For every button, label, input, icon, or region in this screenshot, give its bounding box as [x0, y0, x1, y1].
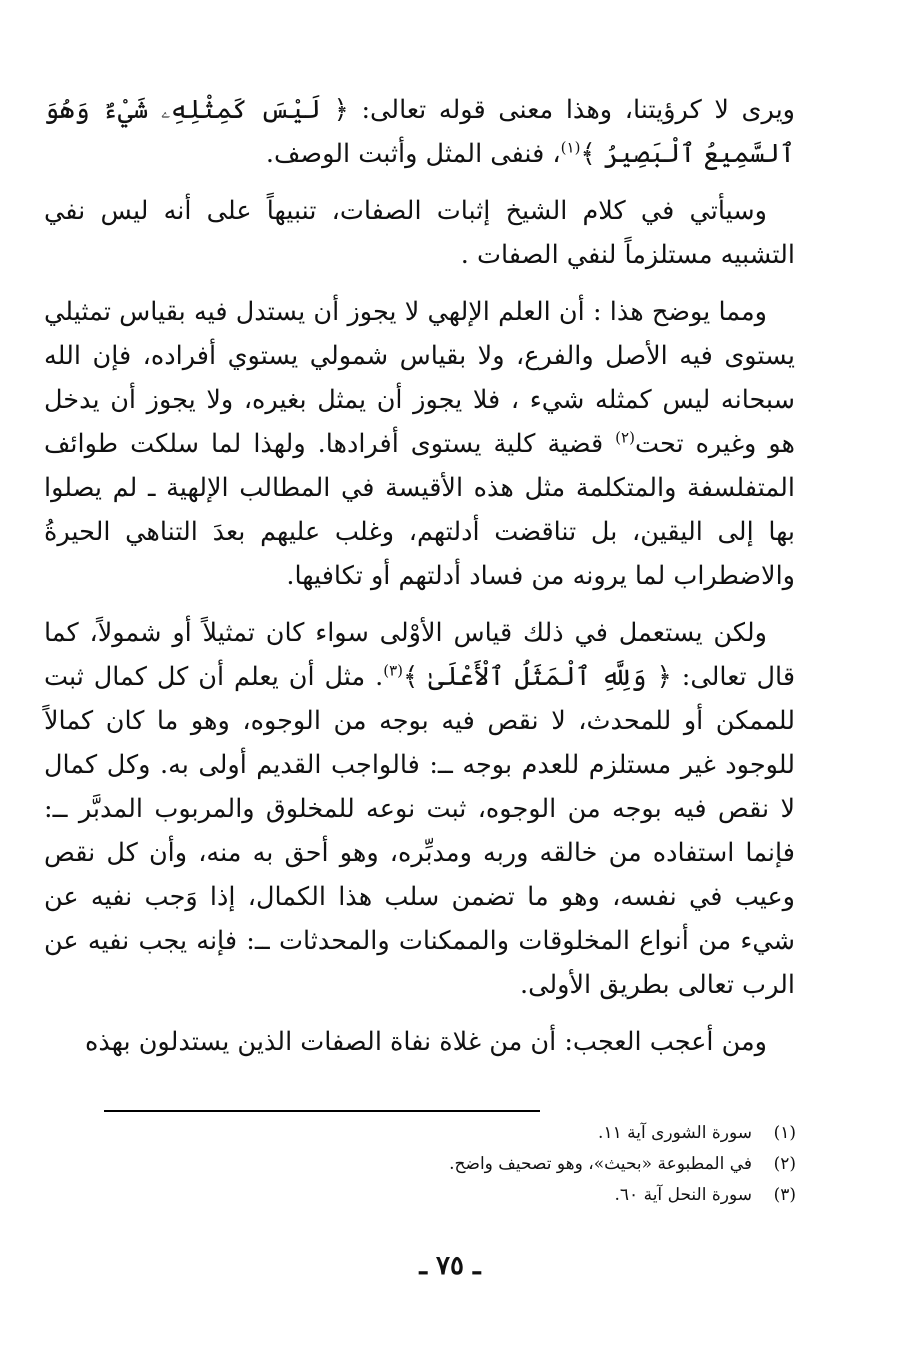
- paragraph-1-text-before: ويرى لا كرؤيتنا، وهذا معنى قوله تعالى:: [348, 95, 795, 125]
- paragraph-3: [44, 290, 795, 598]
- footnote-divider: [104, 1110, 540, 1112]
- paragraph-3-text-before: ومما يوضح هذا : أن العلم الإلهي لا يجوز أن يستدل فيه بقياس تمثيلي يستوى فيه الأصل والفرع، ولا بقياس شمولي يستوي أفراده، فإن الله سبحانه ليس كمثله شيء ، فلا يجوز أن يمثل بغيره، ولا يجوز أن يدخل هو وغيره تحت: [44, 297, 795, 459]
- quran-verse-2: ﴿ وَلِلَّهِ ٱلْمَثَلُ ٱلْأَعْلَىٰ ﴾: [402, 662, 672, 692]
- footnote-1: [96, 1118, 796, 1149]
- paragraph-4-text-before: ولكن يستعمل في ذلك قياس الأوْلى سواء كان تمثيلاً أو شمولاً، كما قال تعالى:: [44, 618, 796, 692]
- page-number: ـ ٧٥ ـ: [419, 1251, 481, 1281]
- quran-verse-1: ﴿ لَيْسَ كَمِثْلِهِۦ شَيْءٌ وَهُوَ ٱلسَّمِيعُ ٱلْبَصِيرُ ﴾: [44, 95, 795, 169]
- paragraph-4-text-after: . مثل أن يعلم أن كل كمال ثبت للممكن أو للمحدث، لا نقص فيه بوجه من الوجوه، وهو ما كان كمالاً للوجود غير مستلزم للعدم بوجه ــ: فالواجب القديم أولى به. وكل كمال لا نقص فيه بوجه من الوجوه، ثبت نوعه للمخلوق والمربوب المدبَّر ــ: فإنما استفاده من خالقه وربه ومدبِّره، وهو أحق به منه، وأن كل نقص وعيب في نفسه، وهو ما تضمن سلب هذا الكمال، إذا وَجب نفيه عن شيء من أنواع المخلوقات والممكنات والمحدثات ــ: فإنه يجب نفيه عن الرب تعالى بطريق الأولى.: [44, 662, 795, 1000]
- paragraph-2: وسيأتي في كلام الشيخ إثبات الصفات، تنبيهاً على أنه ليس نفي التشبيه مستلزماً لنفي الصفات .: [44, 196, 795, 270]
- footnote-2: [96, 1149, 796, 1180]
- footnote-ref-1: (١): [560, 138, 581, 157]
- footnote-text: في المطبوعة «بحيث»، وهو تصحيف واضح.: [449, 1154, 752, 1174]
- paragraph-1: [44, 88, 795, 176]
- footnote-text: سورة الشورى آية ١١.: [598, 1123, 752, 1143]
- footnote-number: (١): [773, 1123, 796, 1143]
- footnote-ref-2: (٢): [615, 428, 635, 447]
- footnote-text: سورة النحل آية ٦٠.: [614, 1185, 752, 1205]
- paragraph-5: ومن أعجب العجب: أن من غلاة نفاة الصفات الذين يستدلون بهذه: [85, 1027, 767, 1057]
- footnote-number: (٢): [773, 1154, 796, 1174]
- footnote-3: [96, 1180, 796, 1211]
- footnote-ref-3: (٣): [383, 661, 403, 680]
- paragraph-3-text-after: قضية كلية يستوى أفرادها. ولهذا لما سلكت طوائف المتفلسفة والمتكلمة مثل هذه الأقيسة في المطالب الإلهية ـ لم يصلوا بها إلى اليقين، بل تناقضت أدلتهم، وغلب عليهم بعدَ التناهي الحيرةُ والاضطراب لما يرونه من فساد أدلتهم أو تكافيها.: [44, 429, 795, 591]
- footnotes: [96, 1118, 796, 1211]
- paragraph-4: [44, 611, 795, 1007]
- paragraph-1-text-after: ، فنفى المثل وأثبت الوصف.: [265, 139, 561, 169]
- footnote-number: (٣): [773, 1185, 796, 1205]
